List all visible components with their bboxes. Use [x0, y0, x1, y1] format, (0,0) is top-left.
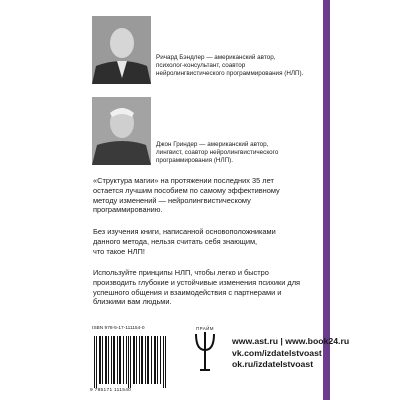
author-photo-bandler — [92, 16, 151, 84]
publisher-logo-label: ПРАЙМ — [196, 326, 214, 331]
paragraph-line: близкими вам людьми. — [93, 297, 172, 307]
description-paragraph-3 — [93, 268, 308, 307]
bio-line: программирования (НЛП). — [156, 157, 233, 165]
publisher-urls — [232, 336, 349, 371]
url-line: www.ast.ru | www.book24.ru — [232, 336, 350, 346]
isbn-text: ISBN 978-5-17-111154-0 — [92, 326, 145, 331]
paragraph-line: успешного общения и взаимодействия с партнерами и — [93, 287, 282, 297]
paragraph-line: что такое НЛП! — [93, 246, 145, 256]
publisher-logo — [190, 326, 220, 378]
paragraph-line: Без изучения книги, написанной основоположниками — [93, 227, 276, 236]
paragraph-line: данного метода, нельзя считать себя знающим, — [93, 236, 258, 246]
paragraph-line: программированию. — [93, 205, 163, 215]
description-paragraph-1 — [93, 176, 308, 215]
barcode-digits: 9 785171 111540 — [90, 388, 132, 393]
paragraph-line: методу изменений — нейролингвистическому — [93, 195, 251, 205]
url-line: ok.ru/izdatelstvoast — [232, 359, 314, 369]
bio-line: психолог-консультант, соавтор — [156, 62, 246, 70]
bio-line: Джон Гриндер — американский автор, — [156, 141, 269, 148]
barcode-icon — [92, 336, 168, 391]
bio-line: лингвист, соавтор нейролингвистического — [156, 149, 279, 157]
url-line: vk.com/izdatelstvoast — [232, 347, 322, 358]
author-photo-grinder — [92, 97, 151, 165]
description-paragraph-2 — [93, 227, 308, 256]
bio-grinder — [156, 141, 326, 166]
bio-bandler — [156, 54, 326, 79]
paragraph-line: Используйте принципы НЛП, чтобы легко и быстро — [93, 268, 269, 277]
bio-line: Ричард Бэндлер — американский автор, — [156, 54, 276, 61]
bio-line: нейролингвистического программирования (НЛП). — [156, 70, 304, 78]
psi-trident-icon — [194, 332, 216, 372]
paragraph-line: остается лучшим пособием по самому эффективному — [93, 185, 280, 195]
paragraph-line: производить глубокие и устойчивые изменения психики для — [93, 277, 301, 287]
paragraph-line: «Структура магии» на протяжении последних 35 лет — [93, 176, 274, 185]
